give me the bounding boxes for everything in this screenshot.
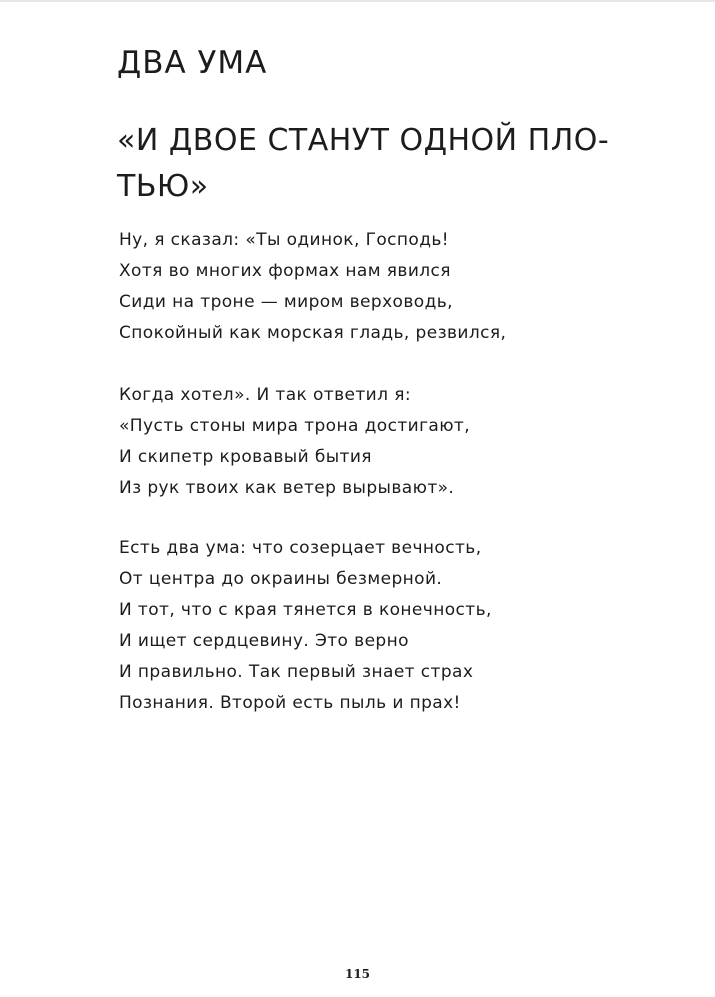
verse-line: И скипетр кровавый бытия [119,447,372,467]
stanza-2 [119,380,470,504]
verse-line: Когда хотел». И так ответил я: [119,385,411,405]
section-title: ДВА УМА [117,45,268,81]
verse-line: Ну, я сказал: «Ты одинок, Господь! [119,230,449,250]
verse-line: Познания. Второй есть пыль и прах! [119,693,461,713]
verse-line: Хотя во многих формах нам явился [119,261,451,281]
poem-title-line: «И ДВОЕ СТАНУТ ОДНОЙ ПЛО- [117,123,610,158]
page-number: 115 [344,967,371,981]
top-border [0,0,715,2]
verse-line: Есть два ума: что созерцает вечность, [119,538,482,558]
verse-line: От центра до окраины безмерной. [119,569,443,589]
verse-line: Из рук твоих как ветер вырывают». [119,478,455,498]
verse-line: И правильно. Так первый знает страх [119,662,474,682]
poem-title-line: ТЬЮ» [117,169,209,204]
verse-line: И тот, что с края тянется в конечность, [119,600,492,620]
poem-title [117,118,637,210]
verse-line: «Пусть стоны мира трона достигают, [119,416,471,436]
verse-line: Сиди на троне — миром верховодь, [119,292,453,312]
verse-line: Спокойный как морская гладь, резвился, [119,323,507,343]
stanza-1 [119,225,506,349]
stanza-3 [119,533,492,719]
verse-line: И ищет сердцевину. Это верно [119,631,409,651]
